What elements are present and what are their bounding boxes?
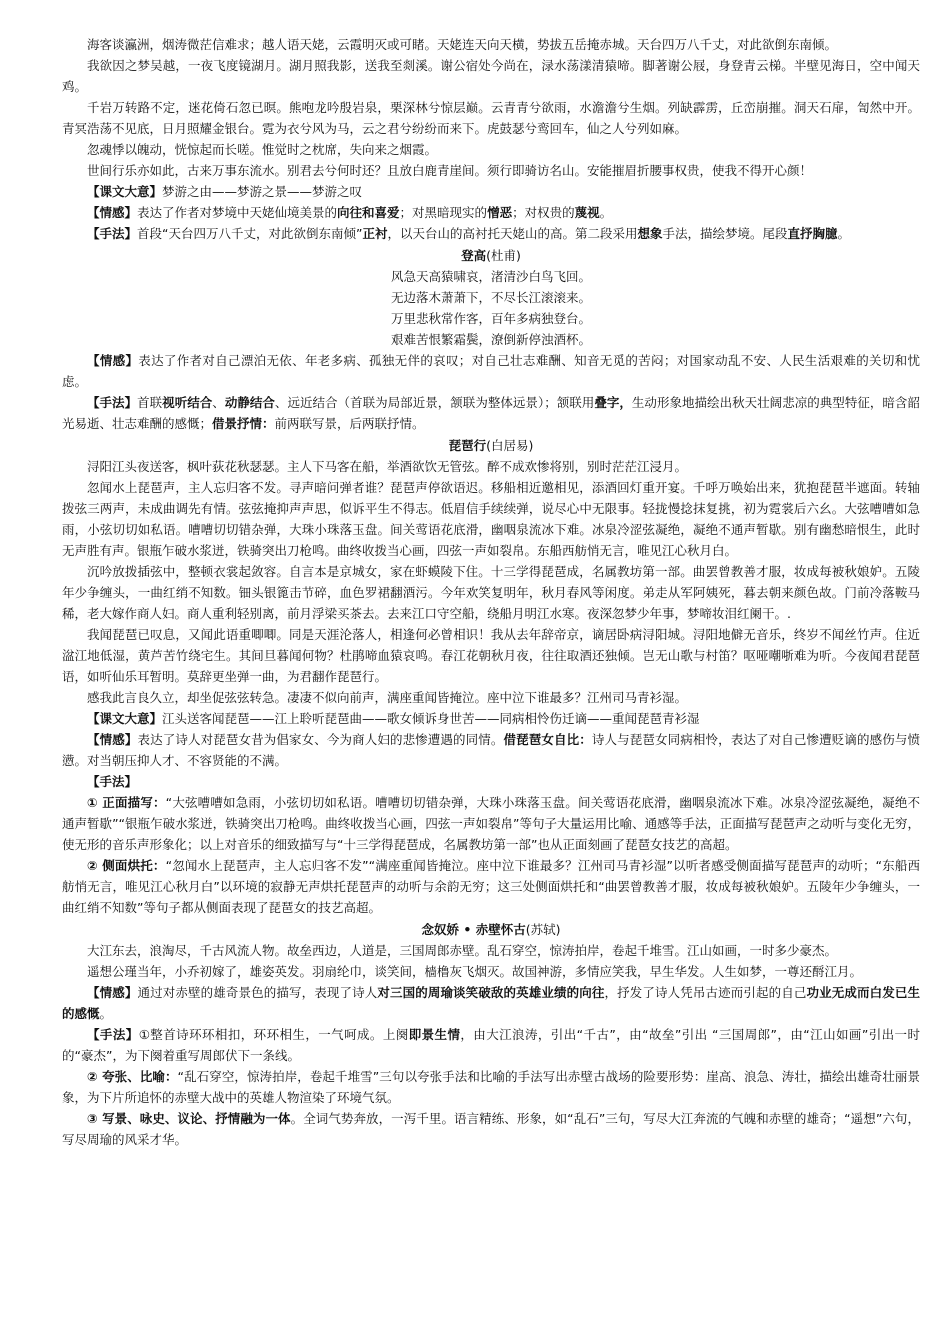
- poem-chibi-text: [62, 940, 920, 982]
- technique-note: 【手法】①整首诗环环相扣，环环相生，一气呵成。上阕即景生情，由大江浪涛，引出“千古”，由“故垒”引出 “三国周郎”，由“江山如画”引出一时的“豪杰”，为下阕着重写周郎伏下一条线。: [62, 1027, 920, 1063]
- poem-author: (苏轼): [525, 922, 561, 937]
- emotion-note: 【情感】通过对赤壁的雄奇景色的描写，表现了诗人对三国的周瑜谈笑破敌的英雄业绩的向往，抒发了诗人凭吊古迹而引起的自己功业无成而白发已生的感慨。: [62, 985, 920, 1021]
- poem-line: 无边落木萧萧下，不尽长江滚滚来。: [390, 290, 591, 305]
- summary-label: 【课文大意】: [87, 184, 163, 199]
- emotion-note: 【情感】表达了作者对梦境中天姥仙境美景的向往和喜爱；对黑暗现实的憎恶；对权贵的蔑视。: [87, 205, 613, 220]
- emotion-note: 【情感】表达了诗人对琵琶女昔为倡家女、今为商人妇的悲惨遭遇的同情。借琵琶女自比：诗人与琵琶女同病相怜，表达了对自己惨遭贬谪的感伤与愤懑。对当朝压抑人才、不容贤能的不满。: [62, 732, 920, 768]
- technique-note: 【手法】首联视听结合、动静结合、远近结合（首联为局部近景，颔联为整体远景）；颔联用叠字，生动形象地描绘出秋天壮阔悲凉的典型特征，暗含韶光易逝、壮志难酬的感慨；借景抒情：前两联写景，后两联抒情。: [62, 395, 920, 431]
- emotion-label: 【情感】: [87, 353, 139, 368]
- technique-point-label: ② 侧面烘托：: [87, 858, 166, 873]
- technique-point-label: ② 夸张、比喻：: [87, 1069, 178, 1084]
- poem-paragraph: 感我此言良久立，却坐促弦弦转急。凄凄不似向前声，满座重闻皆掩泣。座中泣下谁最多？江州司马青衫湿。: [87, 690, 688, 705]
- technique-heading: [62, 771, 920, 792]
- poem-line: 万里悲秋常作客，百年多病独登台。: [390, 311, 591, 326]
- technique-point-label: ③ 写景、咏史、议论、抒情融为一体: [87, 1111, 291, 1126]
- poem-paragraph: 浔阳江头夜送客，枫叶荻花秋瑟瑟。主人下马客在船，举酒欲饮无管弦。醉不成欢惨将别，别时茫茫江浸月。: [87, 459, 688, 474]
- poem-paragraph: 遥想公瑾当年，小乔初嫁了，雄姿英发。羽扇纶巾，谈笑间，樯橹灰飞烟灭。故国神游，多情应笑我，早生华发。人生如梦，一尊还酹江月。: [87, 964, 863, 979]
- poem-paragraph: 大江东去，浪淘尽，千古风流人物。故垒西边，人道是，三国周郎赤壁。乱石穿空，惊涛拍岸，卷起千堆雪。江山如画，一时多少豪杰。: [87, 943, 838, 958]
- poem-author: (白居易): [486, 438, 534, 453]
- poem-paragraph: 我闻琵琶已叹息，又闻此语重唧唧。同是天涯沦落人，相逢何必曾相识！我从去年辞帝京，谪居卧病浔阳城。浔阳地僻无音乐，终岁不闻丝竹声。住近湓江地低湿，黄芦苦竹绕宅生。其间旦暮闻何物？杜鹃啼血猿哀鸣。春江花朝秋月夜，往往取酒还独倾。岂无山歌与村笛？呕哑嘲哳难为听。今夜闻君琵琶语，如听仙乐耳暂明。莫辞更坐弹一曲，为君翻作琵琶行。: [62, 627, 920, 684]
- emotion-label: 【情感】: [87, 205, 138, 220]
- technique-label: 【手法】: [87, 395, 138, 410]
- technique-point-label: ① 正面描写：: [87, 795, 166, 810]
- poem-title-text: 琵琶行: [448, 438, 487, 453]
- emotion-note: 【情感】表达了作者对自己漂泊无依、年老多病、孤独无伴的哀叹；对自己壮志难酬、知音无觅的苦闷；对国家动乱不安、人民生活艰难的关切和忧虑。: [62, 353, 920, 389]
- poem-paragraph: 我欲因之梦吴越，一夜飞度镜湖月。湖月照我影，送我至剡溪。谢公宿处今尚在，渌水荡漾清猿啼。脚著谢公屐，身登青云梯。半壁见海日，空中闻天鸡。: [62, 58, 920, 94]
- poem-paragraph: 千岩万转路不定，迷花倚石忽已暝。熊咆龙吟殷岩泉，栗深林兮惊层巅。云青青兮欲雨，水澹澹兮生烟。列缺霹雳，丘峦崩摧。洞天石扉，訇然中开。青冥浩荡不见底，日月照耀金银台。霓为衣兮风为马，云之君兮纷纷而来下。虎鼓瑟兮鸾回车，仙之人兮列如麻。: [62, 100, 920, 136]
- technique-point: ② 夸张、比喻：“乱石穿空，惊涛拍岸，卷起千堆雪”三句以夸张手法和比喻的手法写出赤壁古战场的险要形势：崖高、浪急、涛壮，描绘出雄奇壮丽景象，为下片所追怀的赤壁大战中的英雄人物渲染了环境气氛。: [62, 1069, 920, 1105]
- poem-paragraph: 海客谈瀛洲，烟涛微茫信难求；越人语天姥，云霞明灭或可睹。天姥连天向天横，势拔五岳掩赤城。天台四万八千丈，对此欲倒东南倾。: [87, 37, 838, 52]
- technique-point: ③ 写景、咏史、议论、抒情融为一体。全词气势奔放，一泻千里。语言精练、形象，如“乱石”三句，写尽大江奔流的气魄和赤壁的雄奇；“遥想”六句，写尽周瑜的风采才华。: [62, 1111, 921, 1147]
- poem-title: [62, 435, 920, 456]
- poem-tianmu-text: [62, 34, 920, 181]
- document-page: [62, 0, 920, 1150]
- emotion-label: 【情感】: [87, 732, 138, 747]
- poem-title: [62, 245, 920, 266]
- technique-label: 【手法】: [87, 226, 138, 241]
- poem-line: 艰难苦恨繁霜鬓，潦倒新停浊酒杯。: [390, 332, 591, 347]
- poem-line: 风急天高猿啸哀，渚清沙白鸟飞回。: [390, 269, 591, 284]
- poem-pipa-text: [62, 456, 920, 708]
- summary-label: 【课文大意】: [87, 711, 163, 726]
- poem-paragraph: 沉吟放拨插弦中，整顿衣裳起敛容。自言本是京城女，家在虾蟆陵下住。十三学得琵琶成，名属教坊第一部。曲罢曾教善才服，妆成每被秋娘妒。五陵年少争缠头，一曲红绡不知数。钿头银篦击节碎，血色罗裙翻酒污。今年欢笑复明年，秋月春风等闲度。弟走从军阿姨死，暮去朝来颜色故。门前冷落鞍马稀，老大嫁作商人妇。商人重利轻别离，前月浮梁买茶去。去来江口守空船，绕船月明江水寒。夜深忽梦少年事，梦啼妆泪红阑干。.: [62, 564, 920, 621]
- technique-note: 【手法】首段“天台四万八千丈，对此欲倒东南倾”正衬，以天台山的高衬托天姥山的高。第二段采用想象手法，描绘梦境。尾段直抒胸臆。: [87, 226, 851, 241]
- poem-paragraph: 忽魂悸以魄动，恍惊起而长嗟。惟觉时之枕席，失向来之烟霞。: [87, 142, 438, 157]
- technique-point: ① 正面描写：“大弦嘈嘈如急雨，小弦切切如私语。嘈嘈切切错杂弹，大珠小珠落玉盘。间关莺语花底滑，幽咽泉流冰下难。冰泉冷涩弦凝绝，凝绝不通声暂歇”“银瓶乍破水浆迸，铁骑突出刀枪鸣。曲终收拨当心画，四弦一声如裂帛”等句子大量运用比喻、通感等手法，正面描写琵琶声之动听与变化无穷，使无形的音乐声形象化；以上对音乐的细致描写与“十三学得琵琶成，名属教坊第一部”也从正面刻画了琵琶女技艺的高超。: [62, 795, 921, 852]
- technique-label: 【手法】: [87, 1027, 139, 1042]
- poem-author: (杜甫): [486, 248, 521, 263]
- poem-title-text: 念奴娇 • 赤壁怀古: [421, 922, 526, 937]
- emotion-label: 【情感】: [87, 985, 138, 1000]
- summary-note: 【课文大意】江头送客闻琵琶——江上聆听琵琶曲——歌女倾诉身世苦——同病相怜伤迁谪——重闻琵琶青衫湿: [87, 711, 700, 726]
- poem-title-text: 登高: [461, 248, 487, 263]
- summary-note: 【课文大意】梦游之由——梦游之景——梦游之叹: [87, 184, 363, 199]
- poem-title: [62, 919, 920, 940]
- poem-paragraph: 忽闻水上琵琶声，主人忘归客不发。寻声暗问弹者谁？琵琶声停欲语迟。移船相近邀相见，添酒回灯重开宴。千呼万唤始出来，犹抱琵琶半遮面。转轴拨弦三两声，未成曲调先有情。弦弦掩抑声声思，似诉平生不得志。低眉信手续续弹，说尽心中无限事。轻拢慢捻抹复挑，初为霓裳后六幺。大弦嘈嘈如急雨，小弦切切如私语。嘈嘈切切错杂弹，大珠小珠落玉盘。间关莺语花底滑，幽咽泉流冰下难。冰泉冷涩弦凝绝，凝绝不通声暂歇。别有幽愁暗恨生，此时无声胜有声。银瓶乍破水浆迸，铁骑突出刀枪鸣。曲终收拨当心画，四弦一声如裂帛。东船西舫悄无言，唯见江心秋月白。: [62, 480, 920, 558]
- poem-paragraph: 世间行乐亦如此，古来万事东流水。别君去兮何时还？且放白鹿青崖间。须行即骑访名山。安能摧眉折腰事权贵，使我不得开心颜！: [87, 163, 813, 178]
- technique-label: 【手法】: [87, 774, 138, 789]
- technique-point: ② 侧面烘托：“忽闻水上琵琶声，主人忘归客不发”“满座重闻皆掩泣。座中泣下谁最多？江州司马青衫湿”以听者感受侧面描写琵琶声的动听；“东船西舫悄无言，唯见江心秋月白”以环境的寂静无声烘托琵琶声的动听与余韵无穷；这三处侧面烘托和“曲罢曾教善才服，妆成每被秋娘妒。五陵年少争缠头，一曲红绡不知数”等句子都从侧面表现了琵琶女的技艺高超。: [62, 858, 920, 915]
